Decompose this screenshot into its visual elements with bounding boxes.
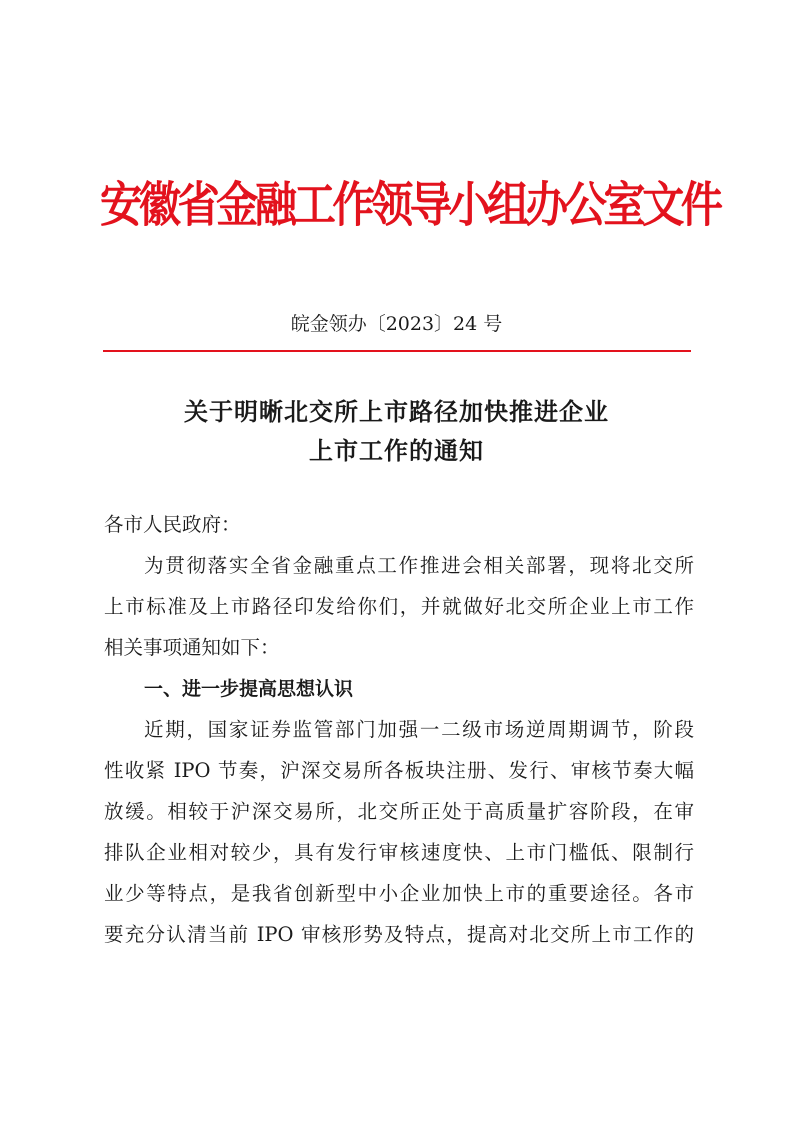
notice-title-line-1: 关于明晰北交所上市路径加快推进企业 xyxy=(184,397,609,426)
paragraph-line: 业少等特点，是我省创新型中小企业加快上市的重要途径。各市 xyxy=(104,882,694,905)
paragraph-line: 上市标准及上市路径印发给你们，并就做好北交所企业上市工作 xyxy=(104,595,694,618)
red-separator-line xyxy=(103,350,691,352)
paragraph-line: 相关事项通知如下： xyxy=(104,636,280,659)
salutation: 各市人民政府： xyxy=(104,513,241,536)
paragraph-line: 性收紧 IPO 节奏，沪深交易所各板块注册、发行、审核节奏大幅 xyxy=(104,759,694,782)
paragraph-line: 为贯彻落实全省金融重点工作推进会相关部署，现将北交所 xyxy=(144,554,694,577)
document-number: 皖金领办〔2023〕24 号 xyxy=(290,313,503,335)
notice-title-line-2: 上市工作的通知 xyxy=(309,436,484,465)
issuing-office-header: 安徽省金融工作领导小组办公室文件 xyxy=(100,177,720,233)
section-heading: 一、进一步提高思想认识 xyxy=(144,678,354,700)
paragraph-line: 近期，国家证券监管部门加强一二级市场逆周期调节，阶段 xyxy=(144,718,694,741)
paragraph-line: 排队企业相对较少，具有发行审核速度快、上市门槛低、限制行 xyxy=(104,841,694,864)
paragraph-line: 放缓。相较于沪深交易所，北交所正处于高质量扩容阶段，在审 xyxy=(104,800,694,823)
paragraph-line: 要充分认清当前 IPO 审核形势及特点，提高对北交所上市工作的 xyxy=(104,923,694,946)
